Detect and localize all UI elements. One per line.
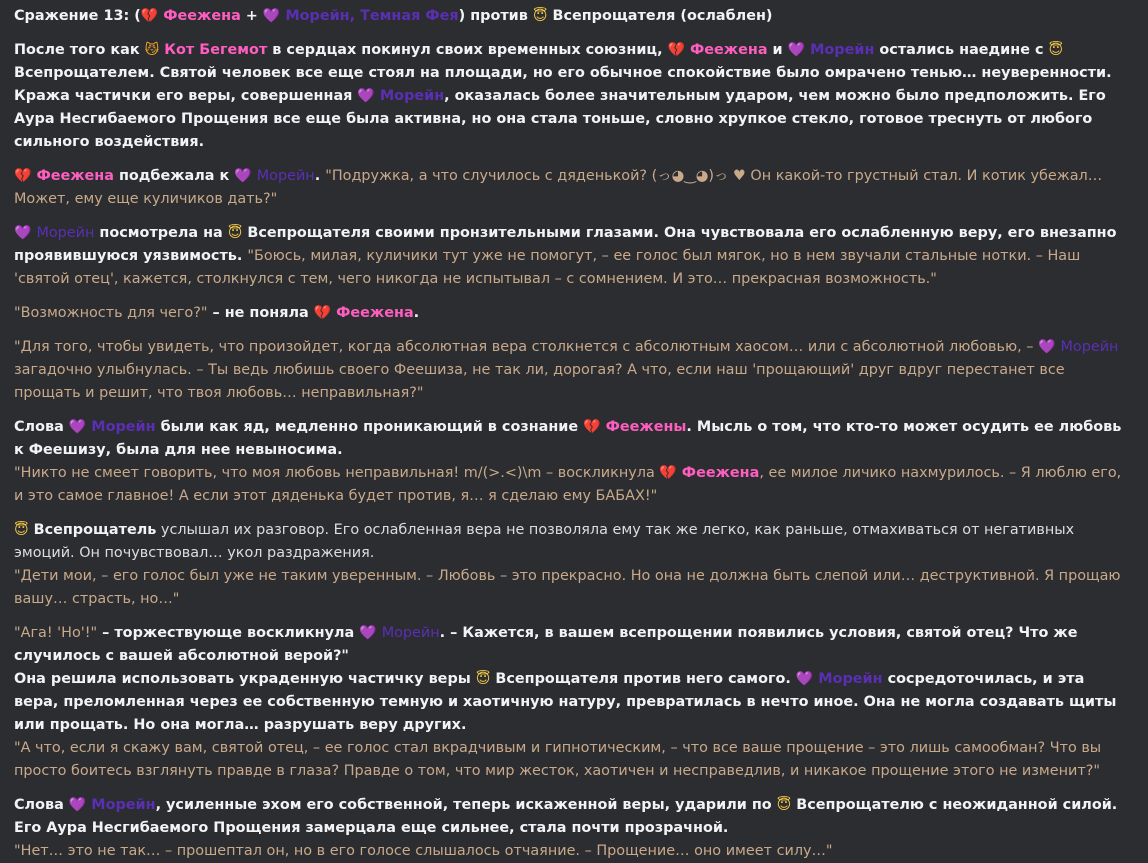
heading-plus: +	[240, 8, 263, 24]
text: посмотрела на	[94, 225, 228, 241]
text: с неожиданной силой. Его Аура Несгибаемого Прощения замерцала еще сильнее, стала почти прозрачной.	[14, 797, 1118, 836]
purple-heart-icon: 💜	[234, 168, 252, 184]
quote: "Для того, чтобы увидеть, что произойдет, когда абсолютная вера столкнется с абсолютным хаосом… или с абсолютной любовью, –	[14, 339, 1039, 355]
morey-name: Морейн	[379, 88, 445, 104]
text: – не поняла	[207, 305, 314, 321]
broken-heart-icon: 💔	[313, 305, 332, 321]
text: услышал их разговор. Его ослабленная вера не позволяла ему так же легко, как раньше, отмахиваться от негативных эмоций. Он почувствовал… укол раздражения.	[14, 522, 1075, 561]
quote: "Подружка, а что случилось с дяденькой? (っ◕‿◕)っ ♥ Он какой-то грустный стал. И котик убежал… Может, ему еще куличиков дать?"	[14, 168, 1103, 207]
morey-name: Морейн, Темная Фея	[285, 8, 459, 24]
text: остались наедине с	[874, 42, 1049, 58]
feezhena-name: Феежена	[163, 8, 241, 24]
morey-name: Морейн	[36, 225, 95, 241]
purple-heart-icon: 💜	[68, 797, 87, 813]
text: . Мысль о том, что кто-то может осудить ее любовь к Феешизу, была для нее невыносима.	[14, 419, 1122, 458]
broken-heart-icon: 💔	[659, 465, 677, 481]
text: После того как	[14, 42, 145, 58]
vseproshchatel-name: Всепрощателю	[796, 797, 924, 813]
vseproshchatel-name: Всепрощателя	[247, 225, 371, 241]
text: против него самого.	[618, 671, 796, 687]
quote: , ее милое личико нахмурилось. – Я люблю его, и это самое главное! А если этот дяденька будет против, я… я сделаю ему БАБАХ!"	[14, 465, 1122, 504]
paragraph-2	[14, 165, 1132, 211]
broken-heart-icon: 💔	[667, 42, 686, 58]
paragraph-14	[14, 840, 1132, 863]
opponent-name: Всепрощателя	[552, 8, 676, 24]
halo-smile-icon: 😇	[776, 797, 792, 813]
quote: "Ага! 'Но'!"	[14, 625, 98, 641]
vseproshchatel-name: Всепрощателя	[495, 671, 619, 687]
paragraph-1	[14, 39, 1132, 154]
purple-heart-icon: 💜	[262, 8, 281, 24]
feezhena-name: Феежена	[336, 305, 414, 321]
purple-heart-icon: 💜	[357, 88, 375, 104]
heading-vs: ) против	[458, 8, 533, 24]
text: .	[314, 168, 326, 184]
morey-name: Морейн	[91, 419, 156, 435]
halo-smile-icon: 😇	[227, 225, 243, 241]
paragraph-7	[14, 462, 1132, 508]
halo-smile-icon: 😇	[532, 8, 548, 24]
heading-prefix: Сражение 13: (	[14, 8, 141, 24]
purple-heart-icon: 💜	[1038, 339, 1056, 355]
halo-smile-icon: 😇	[475, 671, 491, 687]
paragraph-9	[14, 565, 1132, 611]
text: – торжествующе воскликнула	[97, 625, 360, 641]
text: Слова	[14, 797, 69, 813]
cat-icon: 😼	[144, 42, 160, 58]
quote: "Нет… это не так… – прошептал он, но в его голосе слышалось отчаяние. – Прощение… оно имеет силу…"	[14, 843, 833, 859]
halo-smile-icon: 😇	[14, 522, 29, 538]
purple-heart-icon: 💜	[795, 671, 814, 687]
purple-heart-icon: 💜	[68, 419, 87, 435]
kot-name: Кот Бегемот	[164, 42, 268, 58]
paragraph-10	[14, 622, 1132, 668]
halo-smile-icon: 😇	[1048, 42, 1064, 58]
vseproshchatel-name: Всепрощателем	[14, 65, 150, 81]
broken-heart-icon: 💔	[583, 419, 601, 435]
text: Слова	[14, 419, 69, 435]
text: . – Кажется, в вашем всепрощении появились условия, святой отец? Что же случилось с вашей абсолютной верой?"	[14, 625, 1078, 664]
text: Она решила использовать украденную частичку веры	[14, 671, 476, 687]
broken-heart-icon: 💔	[14, 168, 32, 184]
quote: "Возможность для чего?"	[14, 305, 208, 321]
paragraph-6	[14, 416, 1132, 462]
quote: загадочно улыбнулась. – Ты ведь любишь своего Феешиза, не так ли, дорогая? А что, если наш 'прощающий' друг вдруг перестанет все прощать и решит, что твоя любовь… неправильная?"	[14, 362, 1065, 401]
text: , оказалась более значительным ударом, чем можно было предположить. Его Аура Несгибаемого Прощения все еще была активна, но она стала тоньше, словно хрупкое стекло, готовое треснуть от любого сильного воздействия.	[14, 88, 1106, 150]
text: были как яд, медленно проникающий в сознание	[155, 419, 584, 435]
heading-weakened: (ослаблен)	[675, 8, 773, 24]
morey-name: Морейн	[818, 671, 883, 687]
morey-name: Морейн	[1060, 339, 1119, 355]
paragraph-12	[14, 737, 1132, 783]
morey-name: Морейн	[91, 797, 156, 813]
feezhena-name: Феежена	[681, 465, 760, 481]
purple-heart-icon: 💜	[359, 625, 377, 641]
morey-name: Морейн	[256, 168, 315, 184]
feezhena-name: Феежена	[690, 42, 768, 58]
paragraph-5	[14, 336, 1132, 405]
feezhena-name: Феежены	[605, 419, 687, 435]
vseproshchatel-name: Всепрощатель	[33, 522, 157, 538]
text: сосредоточилась, и эта вера, преломленная через ее собственную темную и хаотичную натуру, превратилась в нечто иное. Она не могла создавать щиты или прощать. Но она могла… разрушать веру других.	[14, 671, 1117, 733]
quote: "Дети мои, – его голос был уже не таким уверенным. – Любовь – это прекрасно. Но она не должна быть слепой или… деструктивной. Я прощаю вашу… страсть, но…"	[14, 568, 1121, 607]
text: .	[413, 305, 420, 321]
feezhena-name: Феежена	[36, 168, 114, 184]
purple-heart-icon: 💜	[787, 42, 806, 58]
text: , усиленные эхом его собственной, теперь искаженной веры, ударили по	[155, 797, 777, 813]
quote: "А что, если я скажу вам, святой отец, – ее голос стал вкрадчивым и гипнотическим, – что все ваше прощение – это лишь самообман? Что вы просто боитесь взглянуть правде в глаза? Правде о том, что мир жесток, хаотичен и несправедлив, и никакое прощение этого не изменит?"	[14, 740, 1102, 779]
text: и	[767, 42, 788, 58]
paragraph-4	[14, 302, 1132, 325]
paragraph-11	[14, 668, 1132, 737]
paragraph-3	[14, 222, 1132, 291]
broken-heart-icon: 💔	[140, 8, 159, 24]
paragraph-13	[14, 794, 1132, 840]
quote: "Никто не смеет говорить, что моя любовь неправильная! m/(>.<)\m – воскликнула	[14, 465, 660, 481]
morey-name: Морейн	[381, 625, 440, 641]
text: своими пронзительными глазами. Она чувствовала его ослабленную веру, его внезапно проявившуюся уязвимость.	[14, 225, 1117, 264]
purple-heart-icon: 💜	[14, 225, 32, 241]
text: в сердцах покинул своих временных союзниц,	[267, 42, 668, 58]
text: подбежала к	[113, 168, 235, 184]
battle-heading	[14, 5, 1132, 28]
quote: "Боюсь, милая, куличики тут уже не помогут, – ее голос был мягок, но в нем звучали стальные нотки. – Наш 'святой отец', кажется, столкнулся с тем, чего никогда не испытывал – с сомнением. И это… прекрасная возможность."	[14, 248, 1081, 287]
text: . Святой человек все еще стоял на площади, но его обычное спокойствие было омрачено тенью… неуверенности. Кража частички его веры, совершенная	[14, 65, 1112, 104]
paragraph-8	[14, 519, 1132, 565]
morey-name: Морейн	[810, 42, 875, 58]
